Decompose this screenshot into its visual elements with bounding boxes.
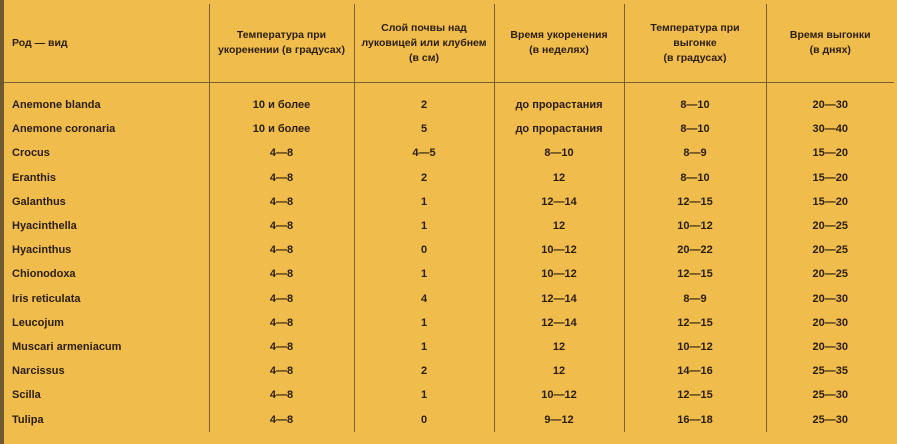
cell-soil-layer: 2 [354, 93, 494, 117]
cell-rooting-time: 12—14 [494, 311, 624, 335]
cell-soil-layer: 0 [354, 238, 494, 262]
cell-forcing-time: 15—20 [766, 166, 894, 190]
cell-soil-layer: 4—5 [354, 141, 494, 165]
header-soil-layer: Слой почвы над луковицей или клубнем (в см) [354, 4, 494, 83]
cell-soil-layer: 4 [354, 287, 494, 311]
cell-forcing-temp: 16—18 [624, 407, 766, 431]
cell-rooting-time: 10—12 [494, 383, 624, 407]
spacer-row [4, 83, 894, 94]
cell-forcing-time: 15—20 [766, 141, 894, 165]
cell-soil-layer: 1 [354, 335, 494, 359]
cell-rooting-temp: 4—8 [209, 141, 354, 165]
cell-soil-layer: 1 [354, 214, 494, 238]
cell-forcing-temp: 14—16 [624, 359, 766, 383]
cell-genus-species: Tulipa [12, 413, 44, 426]
cell-forcing-temp: 10—12 [624, 214, 766, 238]
cell-rooting-temp: 4—8 [209, 311, 354, 335]
cell-forcing-time: 30—40 [766, 117, 894, 141]
cell-genus-species: Anemone coronaria [12, 123, 116, 136]
cell-genus-species: Scilla [12, 389, 41, 402]
cell-genus-species: Narcissus [12, 365, 65, 378]
cell-genus-species: Galanthus [12, 195, 66, 208]
cell-forcing-temp: 8—9 [624, 141, 766, 165]
cell-soil-layer: 1 [354, 190, 494, 214]
cell-forcing-temp: 8—10 [624, 117, 766, 141]
cell-genus-species: Muscari armeniacum [12, 340, 122, 353]
cell-genus-species: Crocus [12, 147, 50, 160]
table-row [4, 238, 894, 262]
cell-rooting-temp: 4—8 [209, 383, 354, 407]
cell-forcing-time: 20—25 [766, 214, 894, 238]
table-row [4, 262, 894, 286]
cell-forcing-time: 25—35 [766, 359, 894, 383]
cell-forcing-time: 15—20 [766, 190, 894, 214]
table-row [4, 335, 894, 359]
cell-rooting-temp: 4—8 [209, 214, 354, 238]
cell-forcing-temp: 12—15 [624, 190, 766, 214]
header-rooting-time: Время укоренения (в неделях) [494, 4, 624, 83]
cell-soil-layer: 5 [354, 117, 494, 141]
cell-forcing-time: 20—25 [766, 238, 894, 262]
table-row [4, 359, 894, 383]
cell-rooting-time: 10—12 [494, 238, 624, 262]
table-row [4, 407, 894, 431]
table-row [4, 190, 894, 214]
table-row [4, 311, 894, 335]
cell-rooting-time: до прорастания [494, 117, 624, 141]
cell-rooting-temp: 10 и более [209, 117, 354, 141]
cell-forcing-time: 20—30 [766, 311, 894, 335]
cell-forcing-temp: 12—15 [624, 383, 766, 407]
cell-forcing-time: 20—30 [766, 93, 894, 117]
cell-rooting-temp: 10 и более [209, 93, 354, 117]
forcing-table [4, 4, 894, 432]
cell-rooting-time: 10—12 [494, 262, 624, 286]
cell-rooting-temp: 4—8 [209, 407, 354, 431]
cell-forcing-temp: 8—10 [624, 166, 766, 190]
cell-soil-layer: 1 [354, 383, 494, 407]
cell-rooting-time: 12 [494, 214, 624, 238]
cell-rooting-temp: 4—8 [209, 335, 354, 359]
table-row [4, 383, 894, 407]
cell-genus-species: Chionodoxa [12, 268, 76, 281]
cell-soil-layer: 2 [354, 359, 494, 383]
cell-genus-species: Eranthis [12, 171, 57, 184]
header-forcing-time: Время выгонки (в днях) [766, 4, 894, 83]
cell-rooting-temp: 4—8 [209, 190, 354, 214]
cell-forcing-time: 20—30 [766, 287, 894, 311]
cell-forcing-temp: 20—22 [624, 238, 766, 262]
cell-genus-species: Hyacinthus [12, 244, 72, 257]
cell-genus-species: Hyacinthella [12, 220, 77, 233]
table-row [4, 141, 894, 165]
cell-rooting-time: 12 [494, 166, 624, 190]
table-row [4, 287, 894, 311]
cell-forcing-temp: 8—10 [624, 93, 766, 117]
cell-forcing-temp: 12—15 [624, 311, 766, 335]
cell-rooting-temp: 4—8 [209, 238, 354, 262]
cell-rooting-time: 12—14 [494, 287, 624, 311]
cell-rooting-temp: 4—8 [209, 287, 354, 311]
cell-soil-layer: 0 [354, 407, 494, 431]
cell-rooting-time: 12 [494, 359, 624, 383]
cell-forcing-temp: 8—9 [624, 287, 766, 311]
cell-rooting-temp: 4—8 [209, 166, 354, 190]
cell-forcing-time: 25—30 [766, 407, 894, 431]
cell-rooting-temp: 4—8 [209, 359, 354, 383]
cell-soil-layer: 1 [354, 262, 494, 286]
cell-genus-species: Iris reticulata [12, 292, 81, 305]
cell-forcing-time: 20—25 [766, 262, 894, 286]
cell-rooting-time: 12—14 [494, 190, 624, 214]
header-rooting-temp: Температура при укоренении (в градусах) [209, 4, 354, 83]
cell-rooting-time: 9—12 [494, 407, 624, 431]
cell-rooting-time: до прорастания [494, 93, 624, 117]
cell-genus-species: Leucojum [12, 316, 64, 329]
table-row [4, 214, 894, 238]
cell-genus-species: Anemone blanda [12, 99, 101, 112]
header-row [4, 4, 894, 83]
cell-rooting-temp: 4—8 [209, 262, 354, 286]
table-row [4, 93, 894, 117]
header-genus-species: Род — вид [4, 4, 209, 83]
table-row [4, 166, 894, 190]
table-row [4, 117, 894, 141]
cell-soil-layer: 1 [354, 311, 494, 335]
cell-rooting-time: 8—10 [494, 141, 624, 165]
header-forcing-temp: Температура при выгонке (в градусах) [624, 4, 766, 83]
cell-rooting-time: 12 [494, 335, 624, 359]
cell-soil-layer: 2 [354, 166, 494, 190]
cell-forcing-temp: 12—15 [624, 262, 766, 286]
cell-forcing-temp: 10—12 [624, 335, 766, 359]
cell-forcing-time: 25—30 [766, 383, 894, 407]
cell-forcing-time: 20—30 [766, 335, 894, 359]
